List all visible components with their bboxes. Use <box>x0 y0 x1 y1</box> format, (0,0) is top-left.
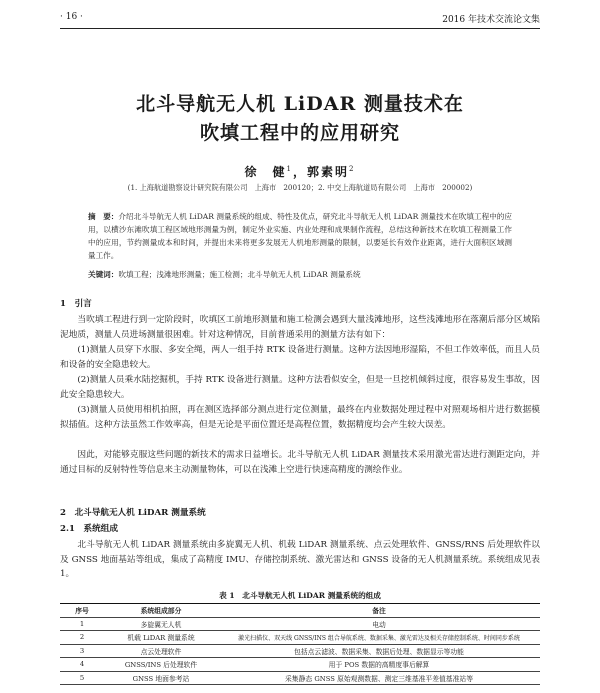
keywords-text: 吹填工程；浅滩地形测量；施工检测；北斗导航无人机 LiDAR 测量系统 <box>118 270 361 279</box>
table-cell: GNSS 地面参考站 <box>104 671 218 685</box>
table-header-cell: 系统组成部分 <box>104 604 218 618</box>
abstract-text: 介绍北斗导航无人机 LiDAR 测量系统的组成、特性及优点，研究北斗导航无人机 LiDAR 测量技术在吹填工程中的应用，以横沙东滩吹填工程区域地形测量为例，制定外业实施、内业处理和成果制作流程，总结这种新技术在吹填工程测量工作中的应用，节约测量成本和时间，并提出未来将更多发展无人机地形测量的限制，以要延长有效作业距离，进行大面积区域测量工作。 <box>88 212 512 260</box>
author-1: 徐 健 <box>244 165 287 179</box>
title-line-2: 吹填工程中的应用研究 <box>199 122 400 144</box>
section-2-heading: 2 北斗导航无人机 LiDAR 测量系统 <box>60 508 206 518</box>
keywords-label: 关键词： <box>88 270 119 279</box>
table-row <box>60 617 540 631</box>
abstract-label: 摘 要： <box>88 212 119 221</box>
section-1-paragraph-1: 当吹填工程进行到一定阶段时，吹填区工前地形测量和施工检测会遇到大量浅滩地形，这些浅滩地形在落潮后部分区域陷泥地质，测量人员进场测量很困难。针对这种情况，目前普通采用的测量方法有如下： <box>60 315 540 340</box>
table-cell: 3 <box>60 644 104 658</box>
author-separator: ， <box>292 165 307 179</box>
paper-title <box>60 90 540 148</box>
table-header-cell: 序号 <box>60 604 104 618</box>
section-2-1-paragraph: 北斗导航无人机 LiDAR 测量系统由多旋翼无人机、机载 LiDAR 测量系统、点云处理软件、GNSS/RNS 后处理软件以及 GNSS 地面基站等组成，集成了高精度 IMU、存储控制系统、激光雷达和 GNSS 设备的无人机测量系统。系统组成见表 1。 <box>60 540 540 580</box>
header-rule <box>60 28 540 29</box>
running-header <box>60 12 540 26</box>
table-row <box>60 631 540 645</box>
author-2-affil-mark: 2 <box>349 165 356 173</box>
table-1-caption: 表 1 北斗导航无人机 LiDAR 测量系统的组成 <box>219 591 381 600</box>
section-1-paragraph-4: (3)测量人员使用相机拍照，再在测区选择部分测点进行定位测量，最终在内业数据处理过程中对照观场相片进行数据模拟插值。这种方法虽然工作效率高，但是无论是平面位置还是高程位置，数据精度均会产生较大误差。 <box>60 405 540 430</box>
section-1-paragraph-3: (2)测量人员乘水陆挖掘机，手持 RTK 设备进行测量。这种方法看似安全，但是一旦挖机倾斜过度，很容易发生事故，因此安全隐患较大。 <box>60 375 540 400</box>
table-cell: 2 <box>60 631 104 645</box>
table-cell: 1 <box>60 617 104 631</box>
table-header-row <box>60 604 540 618</box>
table-cell: 4 <box>60 658 104 672</box>
table-cell: 点云处理软件 <box>104 644 218 658</box>
table-cell: 激光扫描仪、双天线 GNSS/INS 组合导航系统、数据采集、激光雷达及相关存储控制系统、时间同步系统 <box>218 631 540 645</box>
table-header-cell: 备注 <box>218 604 540 618</box>
table-cell: 电动 <box>218 617 540 631</box>
table-cell: GNSS/INS 后处理软件 <box>104 658 218 672</box>
table-1 <box>60 603 540 685</box>
table-cell: 机载 LiDAR 测量系统 <box>104 631 218 645</box>
journal-name: 2016 年技术交流论文集 <box>442 15 540 25</box>
author-list <box>60 163 540 180</box>
section-1-paragraph-5: 因此，对能够克服这些问题的新技术的需求日益增长。北斗导航无人机 LiDAR 测量技术采用激光雷达进行测距定向，并通过目标的反射特性等信息来主动测量物体，可以在浅滩上空进行快速高精度的测绘作业。 <box>60 450 540 475</box>
table-cell: 采集静态 GNSS 原始观测数据、测定三维基准平差值基准站等 <box>218 671 540 685</box>
table-row <box>60 644 540 658</box>
keywords <box>88 268 512 281</box>
abstract <box>88 210 512 262</box>
section-1-paragraph-2: (1)测量人员穿下水服、多安全绳，两人一组手持 RTK 设备进行测量。这种方法因地形湿陷，不但工作效率低，而且人员和设备的安全隐患较大。 <box>60 345 540 370</box>
title-line-1: 北斗导航无人机 LiDAR 测量技术在 <box>136 93 464 115</box>
table-cell: 5 <box>60 671 104 685</box>
table-row <box>60 671 540 685</box>
author-2: 郭素明 <box>307 165 350 179</box>
affiliations: (1. 上海航道勘察设计研究院有限公司 上海市 200120；2. 中交上海航道局有限公司 上海市 200002) <box>127 183 473 192</box>
page-number: · 16 · <box>60 12 83 22</box>
table-row <box>60 658 540 672</box>
table-cell: 包括点云滤波、数据采集、数据后处理、数据显示等功能 <box>218 644 540 658</box>
author-1-affil-mark: 1 <box>286 165 293 173</box>
section-2-1-heading: 2.1 系统组成 <box>60 524 118 534</box>
table-cell: 用于 POS 数据的高精度事后解算 <box>218 658 540 672</box>
table-cell: 多旋翼无人机 <box>104 617 218 631</box>
section-1-heading: 1 引言 <box>60 299 92 309</box>
